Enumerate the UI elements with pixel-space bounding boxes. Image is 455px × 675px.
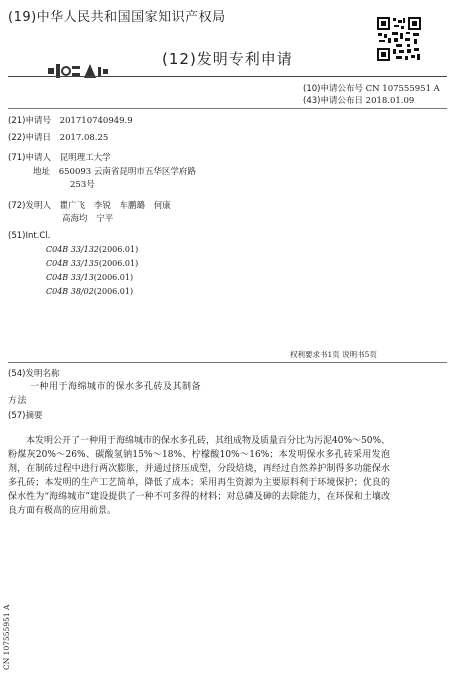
- filing-date: (22)申请日 2017.08.25: [8, 133, 109, 143]
- page-count: 权利要求书1页 说明书5页: [290, 350, 377, 359]
- application-number: (21)申请号 201710740949.9: [8, 116, 133, 126]
- inventors-line-2: 高海均 宁平: [62, 214, 114, 224]
- abstract-label: (57)摘要: [8, 411, 43, 421]
- side-publication-number: CN 107555951 A: [2, 604, 11, 670]
- ipc-entry: C04B 38/02(2006.01): [46, 287, 134, 296]
- inventors: (72)发明人 瞿广飞 李锐 车鹏璐 何康: [8, 201, 171, 211]
- address: 地址 650093 云南省昆明市五华区学府路: [33, 167, 196, 177]
- publication-number-value: CN 107555951 A: [365, 84, 440, 94]
- invention-title-line-2: 方法: [8, 396, 28, 406]
- address-line-2: 253号: [70, 180, 95, 190]
- title-label: (54)发明名称: [8, 369, 60, 379]
- office-title: (19)中华人民共和国国家知识产权局: [8, 10, 226, 25]
- ipc-entry: C04B 33/13(2006.01): [46, 273, 134, 282]
- ipc-entry: C04B 33/135(2006.01): [46, 259, 139, 268]
- biblio-divider: [8, 108, 447, 109]
- ipc-entry: C04B 33/132(2006.01): [46, 245, 139, 254]
- abstract-text: 本发明公开了一种用于海绵城市的保水多孔砖，其组成物及质量百分比为污泥40%～50%、粉煤灰20%～26%、碳酸氢钠15%～18%、柠檬酸10%～16%；本发明保水多孔砖采用发泡剂，在制砖过程中进行两次膨胀，并通过挤压成型，分段焙烧，再经过自然养护制得多功能保水多孔砖；本发明的生产工艺简单，降低了成本；采用再生资源为主要原料利于环境保护；优良的保水性为“海绵城市”建设提供了一种不可多得的材料；对总磷及砷的去除能力，在环保和土壤改良方面有极高的应用前景。: [8, 436, 391, 516]
- publication-number: (10)申请公布号 CN 107555951 A: [303, 84, 440, 94]
- ipc-label: (51)Int.Cl.: [8, 231, 51, 241]
- patent-office-logo-icon: [46, 58, 110, 86]
- invention-title: 一种用于海绵城市的保水多孔砖及其制备: [30, 382, 202, 392]
- applicant: (71)申请人 昆明理工大学: [8, 153, 111, 163]
- publication-date-value: 2018.01.09: [365, 96, 415, 106]
- qr-code-icon: [376, 16, 422, 62]
- document-type: (12)发明专利申请: [162, 50, 293, 68]
- header-divider: [8, 76, 447, 77]
- abstract-divider: [8, 362, 447, 363]
- publication-date: (43)申请公布日 2018.01.09: [303, 96, 415, 106]
